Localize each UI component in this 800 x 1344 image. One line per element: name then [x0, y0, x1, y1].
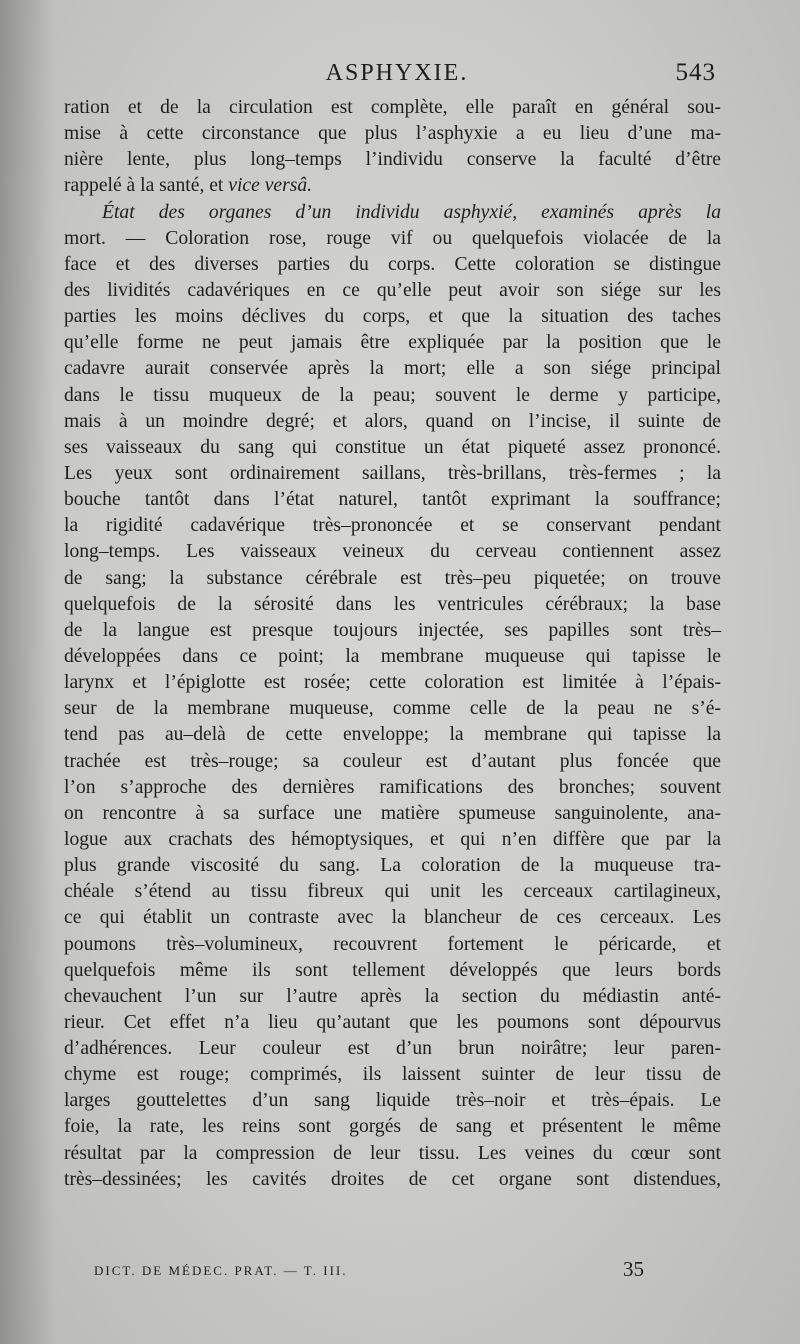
text-line: des lividités cadavériques en ce qu’elle peut avoir son siége sur les	[64, 279, 721, 301]
text-line: mort. — Coloration rose, rouge vif ou quelquefois violacée de la	[64, 227, 721, 249]
text-line: quelquefois de la sérosité dans les ventricules cérébraux; la base	[64, 593, 721, 615]
text-line: de la langue est presque toujours injectée, ses papilles sont très–	[64, 619, 721, 641]
text-line: développées dans ce point; la membrane muqueuse qui tapisse le	[64, 645, 721, 667]
text-line: rieur. Cet effet n’a lieu qu’autant que les poumons sont dépourvus	[64, 1011, 721, 1033]
text-line: bouche tantôt dans l’état naturel, tantôt exprimant la souffrance;	[64, 489, 721, 511]
text-line: ses vaisseaux du sang qui constitue un état piqueté assez prononcé.	[64, 436, 721, 458]
page-number: 543	[675, 59, 716, 86]
footer	[94, 1257, 654, 1287]
body-text	[64, 95, 721, 1193]
text-line: chéale s’étend au tissu fibreux qui unit les cerceaux cartilagineux,	[64, 881, 721, 903]
text-line: foie, la rate, les reins sont gorgés de sang et présentent le même	[64, 1116, 721, 1138]
text-line: poumons très–volumineux, recouvrent fortement le péricarde, et	[64, 933, 721, 955]
text-line: ce qui établit un contraste avec la blancheur de ces cerceaux. Les	[64, 907, 721, 929]
text-line: l’on s’approche des dernières ramifications des bronches; souvent	[64, 776, 721, 798]
text-line: cadavre aurait conservée après la mort; elle a son siége principal	[64, 358, 721, 380]
text-line	[64, 173, 721, 199]
text-line: trachée est très–rouge; sa couleur est d’autant plus foncée que	[64, 750, 721, 772]
section-heading: État des organes d’un individu asphyxié, examinés après la	[102, 201, 721, 223]
running-head	[74, 56, 720, 90]
text-line: nière lente, plus long–temps l’individu conserve la faculté d’être	[64, 149, 721, 171]
text-line: logue aux crachats des hémoptysiques, et qui n’en diffère que par la	[64, 828, 721, 850]
text-line: tend pas au–delà de cette enveloppe; la membrane qui tapisse la	[64, 724, 721, 746]
italic-vice-versa: vice versâ.	[228, 175, 313, 197]
text-line: larges gouttelettes d’un sang liquide très–noir et très–épais. Le	[64, 1090, 721, 1112]
text-line: chyme est rouge; comprimés, ils laissent suinter de leur tissu de	[64, 1064, 721, 1086]
text-line: long–temps. Les vaisseaux veineux du cerveau contiennent assez	[64, 541, 721, 563]
text-line: dans le tissu muqueux de la peau; souvent le derme y participe,	[64, 384, 721, 406]
gutter-shadow	[0, 0, 55, 1344]
signature-number: 35	[623, 1257, 644, 1281]
text-line: mise à cette circonstance que plus l’asphyxie a eu lieu d’une ma-	[64, 123, 721, 145]
text-line: larynx et l’épiglotte est rosée; cette coloration est limitée à l’épais-	[64, 672, 721, 694]
text-line: chevauchent l’un sur l’autre après la section du médiastin anté-	[64, 985, 721, 1007]
text-line: Les yeux sont ordinairement saillans, très-brillans, très-fermes ; la	[64, 462, 721, 484]
text-line: qu’elle forme ne peut jamais être expliquée par la position que le	[64, 332, 721, 354]
text-line: très–dessinées; les cavités droites de cet organe sont distendues,	[64, 1168, 721, 1190]
text-line: résultat par la compression de leur tissu. Les veines du cœur sont	[64, 1142, 721, 1164]
text-line: seur de la membrane muqueuse, comme celle de la peau ne s’é-	[64, 698, 721, 720]
text-line: ration et de la circulation est complète, elle paraît en général sou-	[64, 97, 721, 118]
running-title: ASPHYXIE.	[325, 60, 469, 86]
text-line: on rencontre à sa surface une matière spumeuse sanguinolente, ana-	[64, 802, 721, 824]
text-line: mais à un moindre degré; et alors, quand on l’incise, il suinte de	[64, 410, 721, 432]
text-line: plus grande viscosité du sang. La coloration de la muqueuse tra-	[64, 855, 721, 877]
signature-mark: DICT. DE MÉDEC. PRAT. — T. III.	[94, 1263, 348, 1278]
text-line: d’adhérences. Leur couleur est d’un brun noirâtre; leur paren-	[64, 1038, 721, 1060]
text-line: la rigidité cadavérique très–prononcée et se conservant pendant	[64, 515, 721, 537]
text-line: face et des diverses parties du corps. Cette coloration se distingue	[64, 253, 721, 275]
text-line: de sang; la substance cérébrale est très–peu piquetée; on trouve	[64, 567, 721, 589]
text-line-start: rappelé à la santé, et	[64, 175, 229, 197]
text-line: parties les moins déclives du corps, et que la situation des taches	[64, 306, 721, 328]
text-line: quelquefois même ils sont tellement développés que leurs bords	[64, 959, 721, 981]
